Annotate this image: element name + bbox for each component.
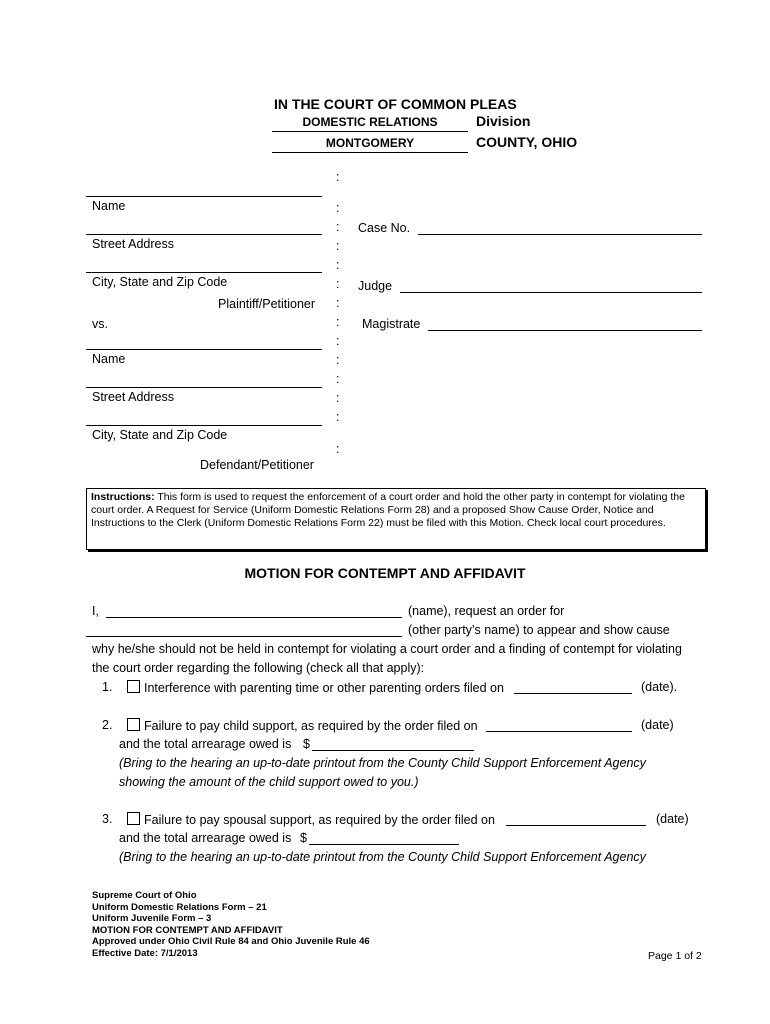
item-3-checkbox[interactable] <box>127 812 140 825</box>
footer-line: Approved under Ohio Civil Rule 84 and Ohio Juvenile Rule 46 <box>92 936 370 947</box>
item-2-arrearage-label: and the total arrearage owed is <box>119 737 292 751</box>
caption-colon: : <box>336 201 340 215</box>
item-2-suffix: (date) <box>641 718 674 732</box>
item-2-date-field[interactable] <box>486 731 632 732</box>
caption-colon: : <box>336 239 340 253</box>
plaintiff-name-label: Name <box>92 199 126 213</box>
caption-colon: : <box>336 258 340 272</box>
item-2-note-line1: (Bring to the hearing an up-to-date printout from the County Child Support Enforcement Agency <box>119 756 646 770</box>
defendant-city-line[interactable] <box>86 425 322 426</box>
item-3-arrearage-label: and the total arrearage owed is <box>119 831 292 845</box>
case-no-label: Case No. <box>358 221 411 235</box>
motion-title: MOTION FOR CONTEMPT AND AFFIDAVIT <box>244 565 526 581</box>
caption-colon: : <box>336 353 340 367</box>
judge-label: Judge <box>358 279 393 293</box>
motion-line4: the court order regarding the following (check all that apply): <box>92 661 425 675</box>
footer-line: Supreme Court of Ohio <box>92 890 197 901</box>
page-number: Page 1 of 2 <box>648 950 702 962</box>
item-2 <box>127 718 478 733</box>
item-2-note-line2: showing the amount of the child support owed to you.) <box>119 775 419 789</box>
item-3-arrearage-field[interactable] <box>309 844 459 845</box>
item-3-suffix: (date) <box>656 812 689 826</box>
caption-colon: : <box>336 170 340 184</box>
item-1-suffix: (date). <box>641 680 678 694</box>
instructions-box <box>86 488 706 550</box>
defendant-street-line[interactable] <box>86 387 322 388</box>
item-2-checkbox[interactable] <box>127 718 140 731</box>
item-1-number: 1. <box>102 680 113 694</box>
item-2-text: Failure to pay child support, as required by the order filed on <box>144 719 478 733</box>
caption-colon: : <box>336 277 340 291</box>
form-footer <box>92 890 370 959</box>
defendant-street-label: Street Address <box>92 390 174 404</box>
motion-line3: why he/she should not be held in contempt for violating a court order and a finding of contempt for violating <box>92 642 682 656</box>
caption-colon: : <box>336 442 340 456</box>
footer-line: Uniform Domestic Relations Form – 21 <box>92 901 267 913</box>
caption-colon: : <box>336 334 340 348</box>
item-1 <box>127 680 504 695</box>
plaintiff-city-label: City, State and Zip Code <box>92 275 228 289</box>
division-field[interactable]: DOMESTIC RELATIONS <box>272 115 468 132</box>
footer-line: Uniform Juvenile Form – 3 <box>92 913 212 924</box>
item-2-currency: $ <box>303 737 310 751</box>
motion-line1-suffix: (name), request an order for <box>408 604 565 618</box>
item-1-text: Interference with parenting time or other parenting orders filed on <box>144 681 504 695</box>
magistrate-label: Magistrate <box>362 317 421 331</box>
plaintiff-street-line[interactable] <box>86 234 322 235</box>
footer-line: MOTION FOR CONTEMPT AND AFFIDAVIT <box>92 924 283 936</box>
caption-colon: : <box>336 372 340 386</box>
item-1-checkbox[interactable] <box>127 680 140 693</box>
item-3-currency: $ <box>300 831 307 845</box>
vs-label: vs. <box>92 317 108 331</box>
court-title: IN THE COURT OF COMMON PLEAS <box>274 96 517 112</box>
item-2-arrearage-field[interactable] <box>312 750 474 751</box>
plaintiff-role-label: Plaintiff/Petitioner <box>218 297 316 311</box>
motion-line1-prefix: I, <box>92 604 99 618</box>
caption-colon: : <box>336 410 340 424</box>
caption-colon: : <box>336 391 340 405</box>
other-party-name-field[interactable] <box>86 636 402 637</box>
instructions-heading: Instructions: <box>91 491 155 503</box>
movant-name-field[interactable] <box>106 617 402 618</box>
footer-line: Effective Date: 7/1/2013 <box>92 947 198 959</box>
defendant-name-line[interactable] <box>86 349 322 350</box>
item-3-text: Failure to pay spousal support, as required by the order filed on <box>144 813 495 827</box>
instructions-text: This form is used to request the enforcement of a court order and hold the other party in contempt for violating the court order. A Request for Service (Uniform Domestic Relations Form 28) and a proposed Show Cause Order, Notice and Instructions to the Clerk (Uniform Domestic Relations Form 22) must be filed with this Motion. Check local court procedures. <box>91 491 685 529</box>
plaintiff-street-label: Street Address <box>92 237 174 251</box>
caption-colon: : <box>336 220 340 234</box>
motion-line2-suffix: (other party’s name) to appear and show cause <box>408 623 670 637</box>
defendant-city-label: City, State and Zip Code <box>92 428 228 442</box>
plaintiff-name-line[interactable] <box>86 196 322 197</box>
item-3-note-line1: (Bring to the hearing an up-to-date printout from the County Child Support Enforcement Agency <box>119 850 646 864</box>
division-label: Division <box>476 113 531 129</box>
defendant-name-label: Name <box>92 352 126 366</box>
item-3 <box>127 812 495 827</box>
item-3-date-field[interactable] <box>506 825 646 826</box>
defendant-role-label: Defendant/Petitioner <box>200 458 314 472</box>
caption-colon: : <box>336 296 340 310</box>
item-2-number: 2. <box>102 718 113 732</box>
judge-field[interactable] <box>400 292 702 293</box>
magistrate-field[interactable] <box>428 330 702 331</box>
plaintiff-city-line[interactable] <box>86 272 322 273</box>
item-3-number: 3. <box>102 812 113 826</box>
item-1-date-field[interactable] <box>514 693 632 694</box>
case-no-field[interactable] <box>418 234 702 235</box>
caption-colon: : <box>336 315 340 329</box>
county-label: COUNTY, OHIO <box>476 134 578 150</box>
county-field[interactable]: MONTGOMERY <box>272 136 468 153</box>
